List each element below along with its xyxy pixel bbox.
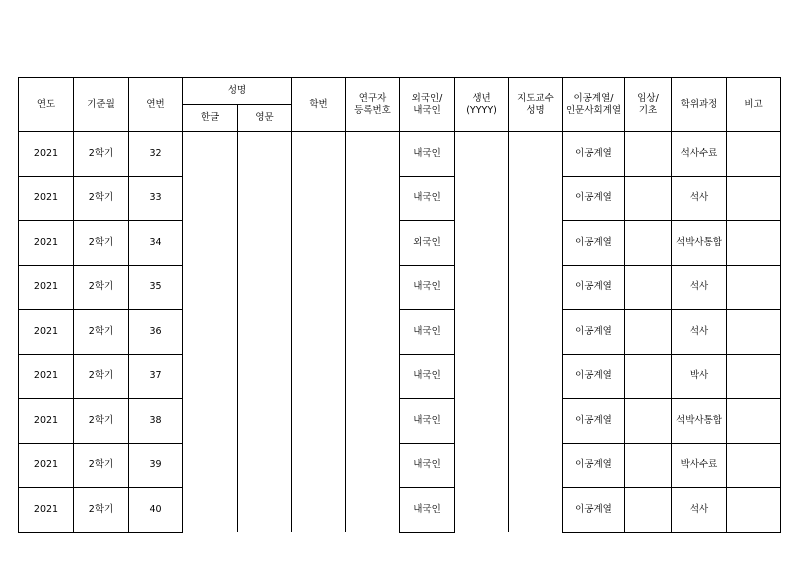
cell-name-english (238, 310, 292, 355)
cell-name-korean (183, 488, 238, 533)
cell-name-korean (183, 132, 238, 177)
cell-name-english (238, 176, 292, 221)
header-advisor: 지도교수 성명 (509, 78, 563, 132)
cell-clinical (625, 310, 672, 355)
table-row (19, 354, 781, 399)
cell-note (727, 354, 781, 399)
cell-degree: 석사수료 (672, 132, 727, 177)
table-row (19, 132, 781, 177)
cell-student-no (292, 221, 346, 266)
cell-nationality: 내국인 (400, 310, 455, 355)
cell-student-no (292, 176, 346, 221)
cell-nationality: 내국인 (400, 488, 455, 533)
header-note: 비고 (727, 78, 781, 132)
cell-clinical (625, 488, 672, 533)
cell-name-english (238, 265, 292, 310)
cell-seq: 39 (129, 443, 183, 488)
header-degree: 학위과정 (672, 78, 727, 132)
cell-researcher-id (346, 443, 400, 488)
cell-degree: 석사 (672, 176, 727, 221)
cell-name-english (238, 443, 292, 488)
cell-note (727, 443, 781, 488)
table-row (19, 176, 781, 221)
cell-seq: 34 (129, 221, 183, 266)
cell-term: 2학기 (74, 488, 129, 533)
cell-student-no (292, 132, 346, 177)
cell-birth-year (455, 354, 509, 399)
cell-name-korean (183, 310, 238, 355)
header-field: 이공계열/ 인문사회계열 (563, 78, 625, 132)
cell-term: 2학기 (74, 265, 129, 310)
cell-name-korean (183, 443, 238, 488)
cell-researcher-id (346, 399, 400, 444)
cell-student-no (292, 354, 346, 399)
cell-field: 이공계열 (563, 265, 625, 310)
cell-nationality: 내국인 (400, 132, 455, 177)
cell-advisor (509, 132, 563, 177)
cell-degree: 석사 (672, 488, 727, 533)
cell-term: 2학기 (74, 443, 129, 488)
cell-note (727, 265, 781, 310)
cell-name-english (238, 132, 292, 177)
cell-clinical (625, 399, 672, 444)
cell-note (727, 310, 781, 355)
cell-name-korean (183, 176, 238, 221)
cell-year: 2021 (19, 488, 74, 533)
cell-name-english (238, 399, 292, 444)
cell-degree: 박사수료 (672, 443, 727, 488)
header-term: 기준월 (74, 78, 129, 132)
cell-seq: 33 (129, 176, 183, 221)
student-roster-table (18, 77, 781, 533)
cell-note (727, 132, 781, 177)
cell-birth-year (455, 265, 509, 310)
header-name-group: 성명 (183, 78, 292, 105)
cell-term: 2학기 (74, 354, 129, 399)
cell-advisor (509, 399, 563, 444)
cell-year: 2021 (19, 176, 74, 221)
cell-degree: 석사 (672, 265, 727, 310)
cell-field: 이공계열 (563, 221, 625, 266)
cell-advisor (509, 443, 563, 488)
cell-year: 2021 (19, 354, 74, 399)
cell-year: 2021 (19, 443, 74, 488)
cell-degree: 석박사통합 (672, 399, 727, 444)
cell-nationality: 내국인 (400, 354, 455, 399)
cell-student-no (292, 310, 346, 355)
cell-birth-year (455, 443, 509, 488)
cell-clinical (625, 221, 672, 266)
cell-nationality: 내국인 (400, 176, 455, 221)
cell-researcher-id (346, 132, 400, 177)
header-name-english: 영문 (238, 105, 292, 132)
cell-name-korean (183, 221, 238, 266)
cell-seq: 38 (129, 399, 183, 444)
cell-note (727, 399, 781, 444)
cell-clinical (625, 354, 672, 399)
cell-note (727, 488, 781, 533)
cell-student-no (292, 265, 346, 310)
cell-advisor (509, 221, 563, 266)
cell-birth-year (455, 176, 509, 221)
cell-note (727, 176, 781, 221)
cell-birth-year (455, 488, 509, 533)
cell-term: 2학기 (74, 310, 129, 355)
cell-seq: 35 (129, 265, 183, 310)
header-nationality: 외국인/ 내국인 (400, 78, 455, 132)
cell-year: 2021 (19, 310, 74, 355)
cell-name-korean (183, 399, 238, 444)
table-row (19, 399, 781, 444)
cell-name-english (238, 221, 292, 266)
cell-year: 2021 (19, 399, 74, 444)
cell-year: 2021 (19, 221, 74, 266)
cell-nationality: 내국인 (400, 443, 455, 488)
cell-birth-year (455, 399, 509, 444)
cell-birth-year (455, 310, 509, 355)
cell-researcher-id (346, 265, 400, 310)
cell-seq: 40 (129, 488, 183, 533)
cell-birth-year (455, 132, 509, 177)
cell-clinical (625, 265, 672, 310)
cell-nationality: 외국인 (400, 221, 455, 266)
cell-advisor (509, 265, 563, 310)
cell-field: 이공계열 (563, 132, 625, 177)
cell-name-korean (183, 354, 238, 399)
cell-name-english (238, 488, 292, 533)
header-year: 연도 (19, 78, 74, 132)
cell-seq: 36 (129, 310, 183, 355)
header-researcher-id: 연구자 등록번호 (346, 78, 400, 132)
cell-field: 이공계열 (563, 176, 625, 221)
table-row (19, 443, 781, 488)
cell-name-english (238, 354, 292, 399)
cell-clinical (625, 132, 672, 177)
cell-note (727, 221, 781, 266)
header-row-1 (19, 78, 781, 105)
cell-term: 2학기 (74, 399, 129, 444)
cell-year: 2021 (19, 265, 74, 310)
cell-field: 이공계열 (563, 488, 625, 533)
cell-field: 이공계열 (563, 399, 625, 444)
cell-nationality: 내국인 (400, 399, 455, 444)
cell-term: 2학기 (74, 221, 129, 266)
cell-degree: 박사 (672, 354, 727, 399)
header-birth-year: 생년 (YYYY) (455, 78, 509, 132)
cell-clinical (625, 443, 672, 488)
cell-term: 2학기 (74, 176, 129, 221)
cell-researcher-id (346, 310, 400, 355)
table-row (19, 310, 781, 355)
cell-degree: 석사 (672, 310, 727, 355)
cell-name-korean (183, 265, 238, 310)
cell-clinical (625, 176, 672, 221)
header-seq: 연번 (129, 78, 183, 132)
cell-term: 2학기 (74, 132, 129, 177)
cell-advisor (509, 176, 563, 221)
cell-seq: 37 (129, 354, 183, 399)
cell-degree: 석박사통합 (672, 221, 727, 266)
cell-seq: 32 (129, 132, 183, 177)
cell-nationality: 내국인 (400, 265, 455, 310)
header-clinical: 임상/ 기초 (625, 78, 672, 132)
cell-researcher-id (346, 488, 400, 533)
cell-advisor (509, 354, 563, 399)
cell-student-no (292, 443, 346, 488)
table-row (19, 265, 781, 310)
header-name-korean: 한글 (183, 105, 238, 132)
cell-researcher-id (346, 221, 400, 266)
cell-birth-year (455, 221, 509, 266)
table-row (19, 221, 781, 266)
cell-researcher-id (346, 354, 400, 399)
cell-year: 2021 (19, 132, 74, 177)
table-row (19, 488, 781, 533)
cell-field: 이공계열 (563, 443, 625, 488)
cell-advisor (509, 310, 563, 355)
cell-student-no (292, 488, 346, 533)
header-student-no: 학번 (292, 78, 346, 132)
cell-researcher-id (346, 176, 400, 221)
cell-field: 이공계열 (563, 310, 625, 355)
cell-field: 이공계열 (563, 354, 625, 399)
cell-student-no (292, 399, 346, 444)
cell-advisor (509, 488, 563, 533)
